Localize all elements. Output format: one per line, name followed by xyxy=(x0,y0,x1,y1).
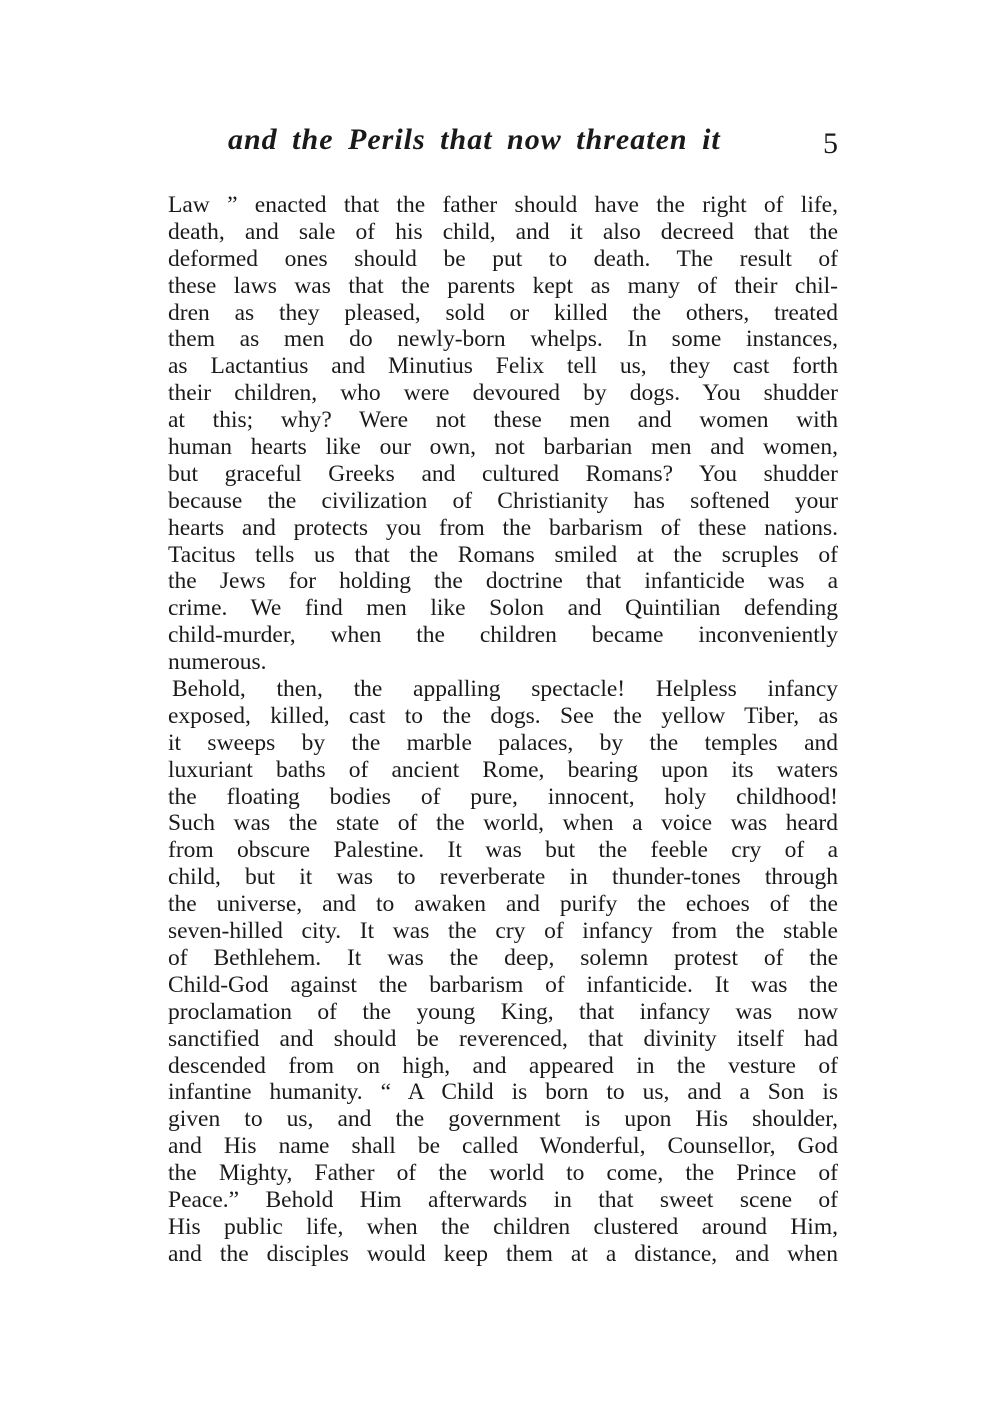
text-line: at this; why? Were not these men and women with xyxy=(168,407,838,434)
text-line: because the civilization of Christianity has softened your xyxy=(168,487,838,514)
text-line: from obscure Palestine. It was but the feeble cry of a xyxy=(168,837,838,864)
paragraph-2 xyxy=(168,676,838,1268)
running-title: and the Perils that now threaten it xyxy=(228,123,721,156)
text-line: Law ” enacted that the father should have the right of life, xyxy=(168,192,838,218)
text-line: infantine humanity. “ A Child is born to us, and a Son is xyxy=(168,1079,838,1106)
text-line: exposed, killed, cast to the dogs. See the yellow Tiber, as xyxy=(168,702,838,729)
text-line: them as men do newly-born whelps. In some instances, xyxy=(168,326,838,353)
text-line: seven-hilled city. It was the cry of infancy from the stable xyxy=(168,918,838,945)
text-line: the universe, and to awaken and purify the echoes of the xyxy=(168,891,838,918)
text-line: hearts and protects you from the barbarism of these nations. xyxy=(168,514,838,541)
text-line: human hearts like our own, not barbarian men and women, xyxy=(168,434,838,461)
text-line: descended from on high, and appeared in the vesture of xyxy=(168,1052,838,1079)
text-line: luxuriant baths of ancient Rome, bearing upon its waters xyxy=(168,756,838,783)
text-line: the Mighty, Father of the world to come, the Prince of xyxy=(168,1160,838,1187)
text-line: as Lactantius and Minutius Felix tell us, they cast forth xyxy=(168,353,838,380)
text-line: Tacitus tells us that the Romans smiled at the scruples of xyxy=(168,541,838,568)
text-line: the Jews for holding the doctrine that infanticide was a xyxy=(168,568,838,595)
text-line: death, and sale of his child, and it also decreed that the xyxy=(168,218,838,245)
text-line: their children, who were devoured by dogs. You shudder xyxy=(168,380,838,407)
text-line: Child-God against the barbarism of infanticide. It was the xyxy=(168,971,838,998)
text-line: the floating bodies of pure, innocent, holy childhood! xyxy=(168,783,838,810)
paragraph-1 xyxy=(168,192,838,676)
text-line: but graceful Greeks and cultured Romans? You shudder xyxy=(168,460,838,487)
text-line: Such was the state of the world, when a voice was heard xyxy=(168,810,838,837)
text-line: and His name shall be called Wonderful, Counsellor, God xyxy=(168,1133,838,1160)
text-line: numerous. xyxy=(168,649,267,676)
running-head xyxy=(228,120,838,160)
text-line: given to us, and the government is upon His shoulder, xyxy=(168,1106,838,1133)
text-line: these laws was that the parents kept as many of their chil- xyxy=(168,272,838,299)
text-line: deformed ones should be put to death. The result of xyxy=(168,245,838,272)
text-line: of Bethlehem. It was the deep, solemn protest of the xyxy=(168,944,838,971)
text-line: Behold, then, the appalling spectacle! Helpless infancy xyxy=(172,676,838,703)
text-line: it sweeps by the marble palaces, by the temples and xyxy=(168,729,838,756)
text-line: Peace.” Behold Him afterwards in that sweet scene of xyxy=(168,1186,838,1213)
text-line: child-murder, when the children became inconveniently xyxy=(168,622,838,649)
page-number: 5 xyxy=(823,127,838,160)
text-line: and the disciples would keep them at a distance, and when xyxy=(168,1240,838,1267)
text-line: sanctified and should be reverenced, that divinity itself had xyxy=(168,1025,838,1052)
text-line: His public life, when the children clustered around Him, xyxy=(168,1213,838,1240)
text-line: dren as they pleased, sold or killed the others, treated xyxy=(168,299,838,326)
text-line: crime. We find men like Solon and Quintilian defending xyxy=(168,595,838,622)
body-text xyxy=(168,192,838,1268)
text-line: child, but it was to reverberate in thunder-tones through xyxy=(168,864,838,891)
text-line: proclamation of the young King, that infancy was now xyxy=(168,998,838,1025)
